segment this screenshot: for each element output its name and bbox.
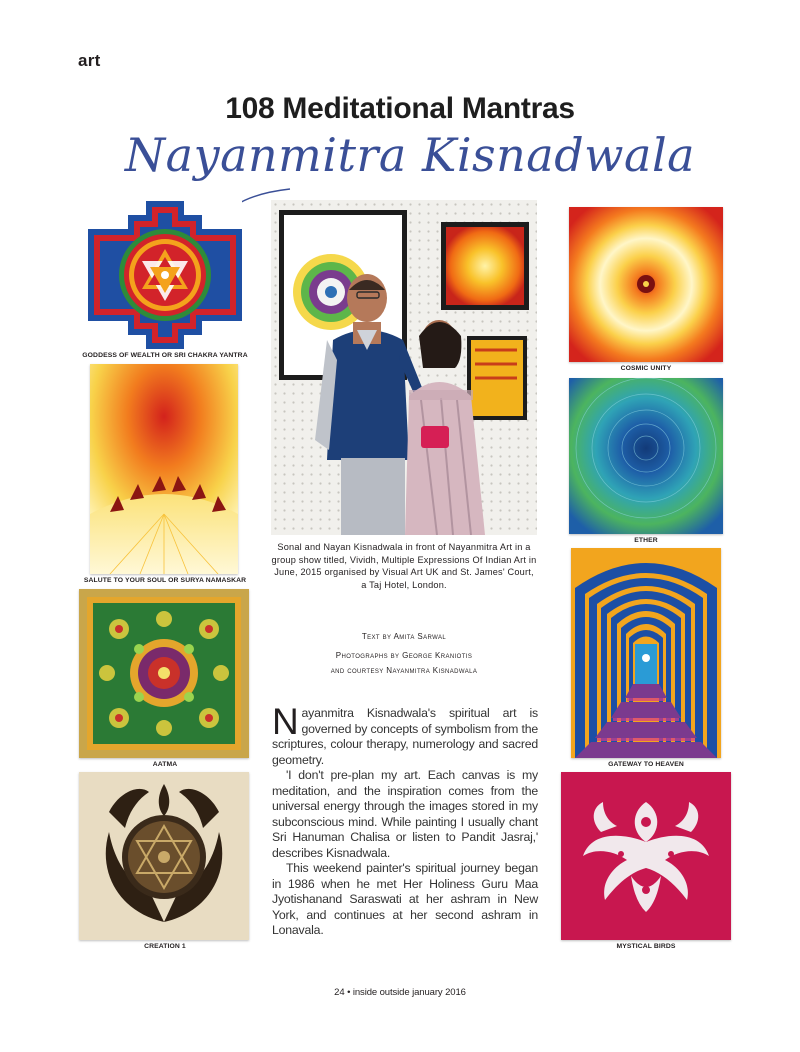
artwork-ether <box>569 378 723 534</box>
credit-photos-line2: and courtesy Nayanmitra Kisnadwala <box>330 666 478 675</box>
artwork-caption: COSMIC UNITY <box>620 365 672 372</box>
artwork-caption: CREATION 1 <box>144 943 186 950</box>
article-body <box>272 701 538 939</box>
body-paragraph-1-text: ayanmitra Kisnadwala's spiritual art is governed by concepts of symbolism from the scriptures, colour therapy, numerology and sacred geometry. <box>272 706 538 767</box>
body-paragraph: This weekend painter's spiritual journey began in 1986 when he met Her Holiness Guru Maa Jyotishanand Saraswati at her ashram in New York, and continues at her second ashram in Lonavala. <box>272 861 538 937</box>
article-title: 108 Meditational Mantras <box>225 92 575 125</box>
artwork-caption: AATMA <box>152 761 178 768</box>
artwork-caption: ETHER <box>634 537 658 544</box>
artist-photo <box>271 200 537 535</box>
body-paragraph: 'I don't pre-plan my art. Each canvas is my meditation, and the inspiration comes from the universal energy through the images stored in my subconscious mind. While painting I usually chant Sri Hanuman Chalisa or listen to Pandit Jasraj,' describes Kisnadwala. <box>272 768 538 860</box>
gateway-painting <box>571 548 721 758</box>
artwork-caption: GODDESS OF WEALTH OR SRI CHAKRA YANTRA <box>82 352 248 359</box>
artist-name: Nayanmitra Kisnadwala <box>124 128 696 182</box>
creation-painting <box>79 772 249 940</box>
body-paragraph <box>272 701 538 768</box>
gallery-photograph <box>271 200 537 535</box>
aatma-painting <box>79 589 249 758</box>
surya-painting <box>90 364 238 574</box>
artwork-mystical-birds <box>561 772 731 940</box>
credit-text-by: Text by Amita Sarwal <box>361 632 447 641</box>
artwork-caption: SALUTE TO YOUR SOUL OR SURYA NAMASKAR <box>83 577 247 584</box>
artwork-caption: GATEWAY TO HEAVEN <box>608 761 684 768</box>
page-footer: 24 • inside outside january 2016 <box>334 987 466 998</box>
drop-cap: N <box>272 701 299 742</box>
artwork-sri-chakra-yantra <box>88 201 242 349</box>
artwork-surya-namaskar <box>90 364 238 574</box>
artwork-cosmic-unity <box>569 207 723 362</box>
yantra-painting <box>88 201 242 349</box>
ether-painting <box>569 378 723 534</box>
artwork-creation-1 <box>79 772 249 940</box>
artwork-gateway-to-heaven <box>571 548 721 758</box>
artist-name-script <box>0 128 800 182</box>
section-tag: art <box>78 51 101 70</box>
artwork-aatma <box>79 589 249 758</box>
mystical-birds-painting <box>561 772 731 940</box>
cosmic-unity-painting <box>569 207 723 362</box>
photo-caption: Sonal and Nayan Kisnadwala in front of Nayanmitra Art in a group show titled, Vividh, Multiple Expressions Of Indian Art in June, 2015 organised by Visual Art UK and St. James' Court, a Taj Hotel, London. <box>271 542 537 590</box>
artwork-caption: MYSTICAL BIRDS <box>616 943 676 950</box>
credit-photos-line1: Photographs by George Kraniotis <box>335 651 473 660</box>
